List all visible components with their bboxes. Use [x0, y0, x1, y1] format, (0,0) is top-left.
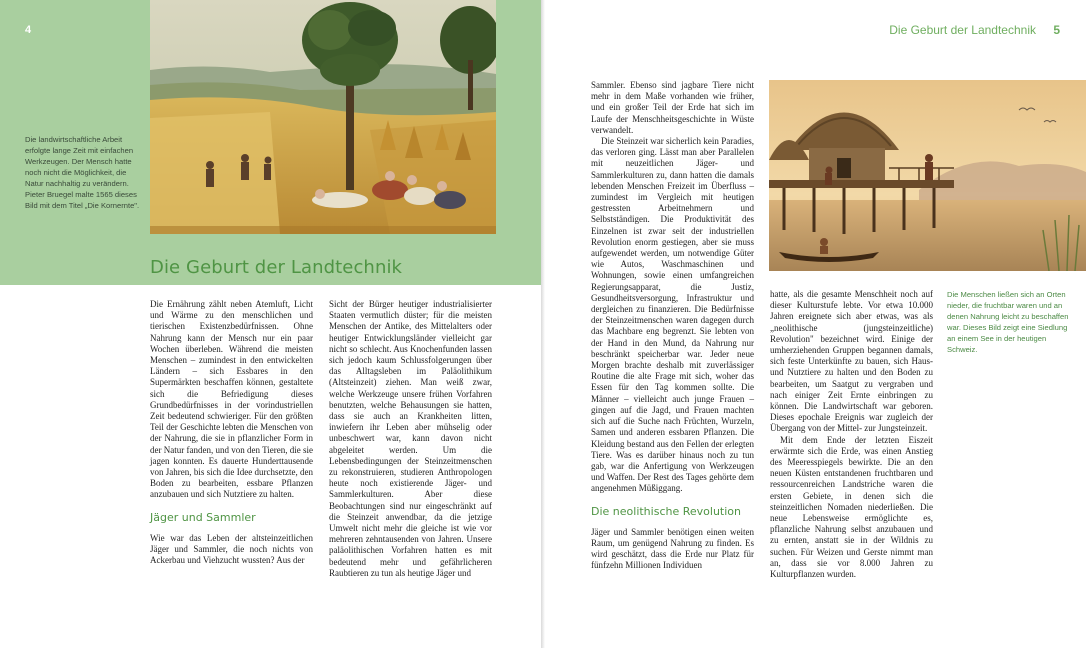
book-gutter — [541, 0, 545, 648]
text-column-3 — [591, 80, 754, 571]
paragraph: Jäger und Sammler benötigen einen weiten Raum, um genügend Nahrung zu finden. Es wird geschätzt, dass die Erde nur Platz für fünfzehn Millionen Individuen — [591, 526, 754, 571]
page-number-right: 5 — [1053, 23, 1060, 37]
running-head: Die Geburt der Landtechnik — [889, 23, 1036, 37]
paragraph: Sicht der Bürger heutiger industrialisierter Staaten vermutlich düster; für die meisten Menschen der Antike, des Mittelalters oder heutiger Entwicklungsländer vielleicht gar nicht so schlecht. Aus Knochenfunden lassen sich jedoch kaum Schlussfolgerungen über das Alltagsleben im Paläolithikum (Altsteinzeit) ziehen. Man weiß zwar, welche Werkzeuge unsere frühen Vorfahren benutzten, welche Behausungen sie hatten, dass sie auch an Krankheiten litten, inwiefern ihr Leben aber mühselig oder unbeschwert war, kann davon nicht abgeleitet werden. Um die Lebensbedingungen der Steinzeitmenschen zu rekonstruieren, studieren Anthropologen heute noch existierende Jäger- und Sammlerkulturen. Aber diese Beobachtungen sind nur eingeschränkt auf die Steinzeit anwendbar, da die jetzige Umwelt nicht mehr die gleiche ist wie vor mehreren zehntausenden von Jahren. Unsere paläolithischen Vorfahren hatten es mit bedeutend mehr und gefährlicheren Raubtieren zu tun als heutige Jäger und — [329, 299, 492, 578]
paragraph: Mit dem Ende der letzten Eiszeit erwärmte sich die Erde, was einen Anstieg des Meeresspiegels bewirkte. Die an den neuen Küsten entstandenen fruchtbaren und ressourcenreichen Landstriche waren die ersten Gebiete, in denen sich die steinzeitlichen Nomaden niederließen. Die neue Lebensweise ermöglichte es, pflanzliche Nahrung selbst anzubauen und zu ernten, anstatt sie in der Wildnis zu suchen. Für Weizen und Gerste nimmt man an, dass sie vor 8.000 Jahren zu Kulturpflanzen wurden. — [770, 434, 933, 580]
lake-dwelling-painting — [769, 80, 1086, 271]
page-number-left: 4 — [25, 24, 32, 36]
chapter-title: Die Geburt der Landtechnik — [150, 257, 403, 278]
text-column-4 — [770, 289, 933, 580]
subheading-jaeger-und-sammler: Jäger und Sammler — [150, 510, 256, 524]
subheading-neolithische-revolution: Die neolithische Revolution — [591, 504, 741, 518]
paragraph: Sammler. Ebenso sind jagbare Tiere nicht mehr in dem Maße vorhanden wie früher, und ein großer Teil der Erde hat sich im Laufe der Menschheitsgeschichte in Wüste verwandelt. — [591, 80, 754, 135]
paragraph: Die Steinzeit war sicherlich kein Paradies, das verloren ging. Lässt man aber Parallelen mit neuzeitlichen Jäger- und Sammlerkulturen zu, dann hatten die damals lebenden Menschen Freizeit im Überfluss – zumindest im Vergleich mit heutigen gestressten Arbeitnehmern und Selbstständigen. Die Produktivität des Einzelnen ist zwar seit der industriellen Revolution enorm gestiegen, aber sie muss aufgewendet werden, um notwendige Güter wie Autos, Waschmaschinen und Wohnungen, sowie einen umfangreichen Regierungsapparat, die Justiz, Gesundheitsversorgung, Infrastruktur und dergleichen zu finanzieren. Die Bedürfnisse der Steinzeitmenschen waren dagegen durch das Machbare eng begrenzt. Sie lebten von der Hand in den Mund, da Nahrung nur beschränkt speicherbar war. Jeder neue Morgen brachte deshalb mit zuverlässiger Routine die alte Frage mit sich, woher das Essen für den Tag kommen sollte. Die Männer – vielleicht auch junge Frauen – gingen auf die Jagd, und Frauen machten sich auf die Suche nach Früchten, Wurzeln, Samen und anderen essbaren Pflanzen. Die Kleidung bestand aus den Fellen der erlegten Tiere. Was es darüber hinaus noch zu tun gab, war die Anfertigung von Werkzeugen und Waffen. Der Rest des Tages gehörte dem angenehmen Müßiggang. — [591, 136, 754, 494]
harvesters-painting — [150, 0, 496, 234]
caption-left: Die landwirtschaftliche Arbeit erfolgte lange Zeit mit einfachen Werkzeugen. Der Mensch hatte noch nicht die Möglichkeit, die Natur nachhaltig zu verändern. Pieter Bruegel malte 1565 dieses Bild mit dem Titel „Die Kornernte". — [25, 135, 140, 210]
text-column-1 — [150, 299, 313, 566]
paragraph: hatte, als die gesamte Menschheit noch auf dieser Kulturstufe lebte. Vor etwa 10.000 Jahren ereignete sich aber etwas, was als „neolithische (jungsteinzeitliche) Revolution" bezeichnet wird. Einige der umherziehenden Gruppen begannen damals, sich feste Unterkünfte zu bauen, sich Haus- und Nutztiere zu halten und den Boden zu bearbeiten, um Saatgut zu vergraben und nach einiger Zeit Ernte einbringen zu können. Die Landwirtschaft war geboren. Dieses epochale Ereignis war zugleich der Übergang von der Mittel- zur Jungsteinzeit. — [770, 289, 933, 434]
paragraph: Wie war das Leben der altsteinzeitlichen Jäger und Sammler, die noch nichts von Ackerbau und Viehzucht wussten? Aus der — [150, 532, 313, 566]
caption-right: Die Menschen ließen sich an Orten nieder, die fruchtbar waren und an denen Nahrung leicht zu beschaffen war. Dieses Bild zeigt eine Siedlung an einem See in der heutigen Schweiz. — [947, 290, 1069, 354]
text-column-2 — [329, 299, 492, 579]
paragraph: Die Ernährung zählt neben Atemluft, Licht und Wärme zu den menschlichen und tierischen Existenzbedürfnissen. Ohne Nahrung kann der Mensch nur ein paar Wochen überleben. Während die meisten Menschen – zumindest in den entwickelten Ländern – sich Essbares in den Supermärkten beschaffen können, gestaltete sich die Befriedigung dieses Grundbedürfnisses in der vorindustriellen Zeit bedeutend schwieriger. Für den größten Teil der Geschichte lebten die Menschen von der Nahrung, die sie in pflanzlicher Form in der Natur fanden, und von den Tieren, die sie jagen konnten. Es dauerte Hunderttausende von Jahren, bis sich die Idee durchsetzte, den Boden zu bearbeiten, essbare Pflanzen anzubauen und sich Nutztiere zu halten. — [150, 299, 313, 500]
